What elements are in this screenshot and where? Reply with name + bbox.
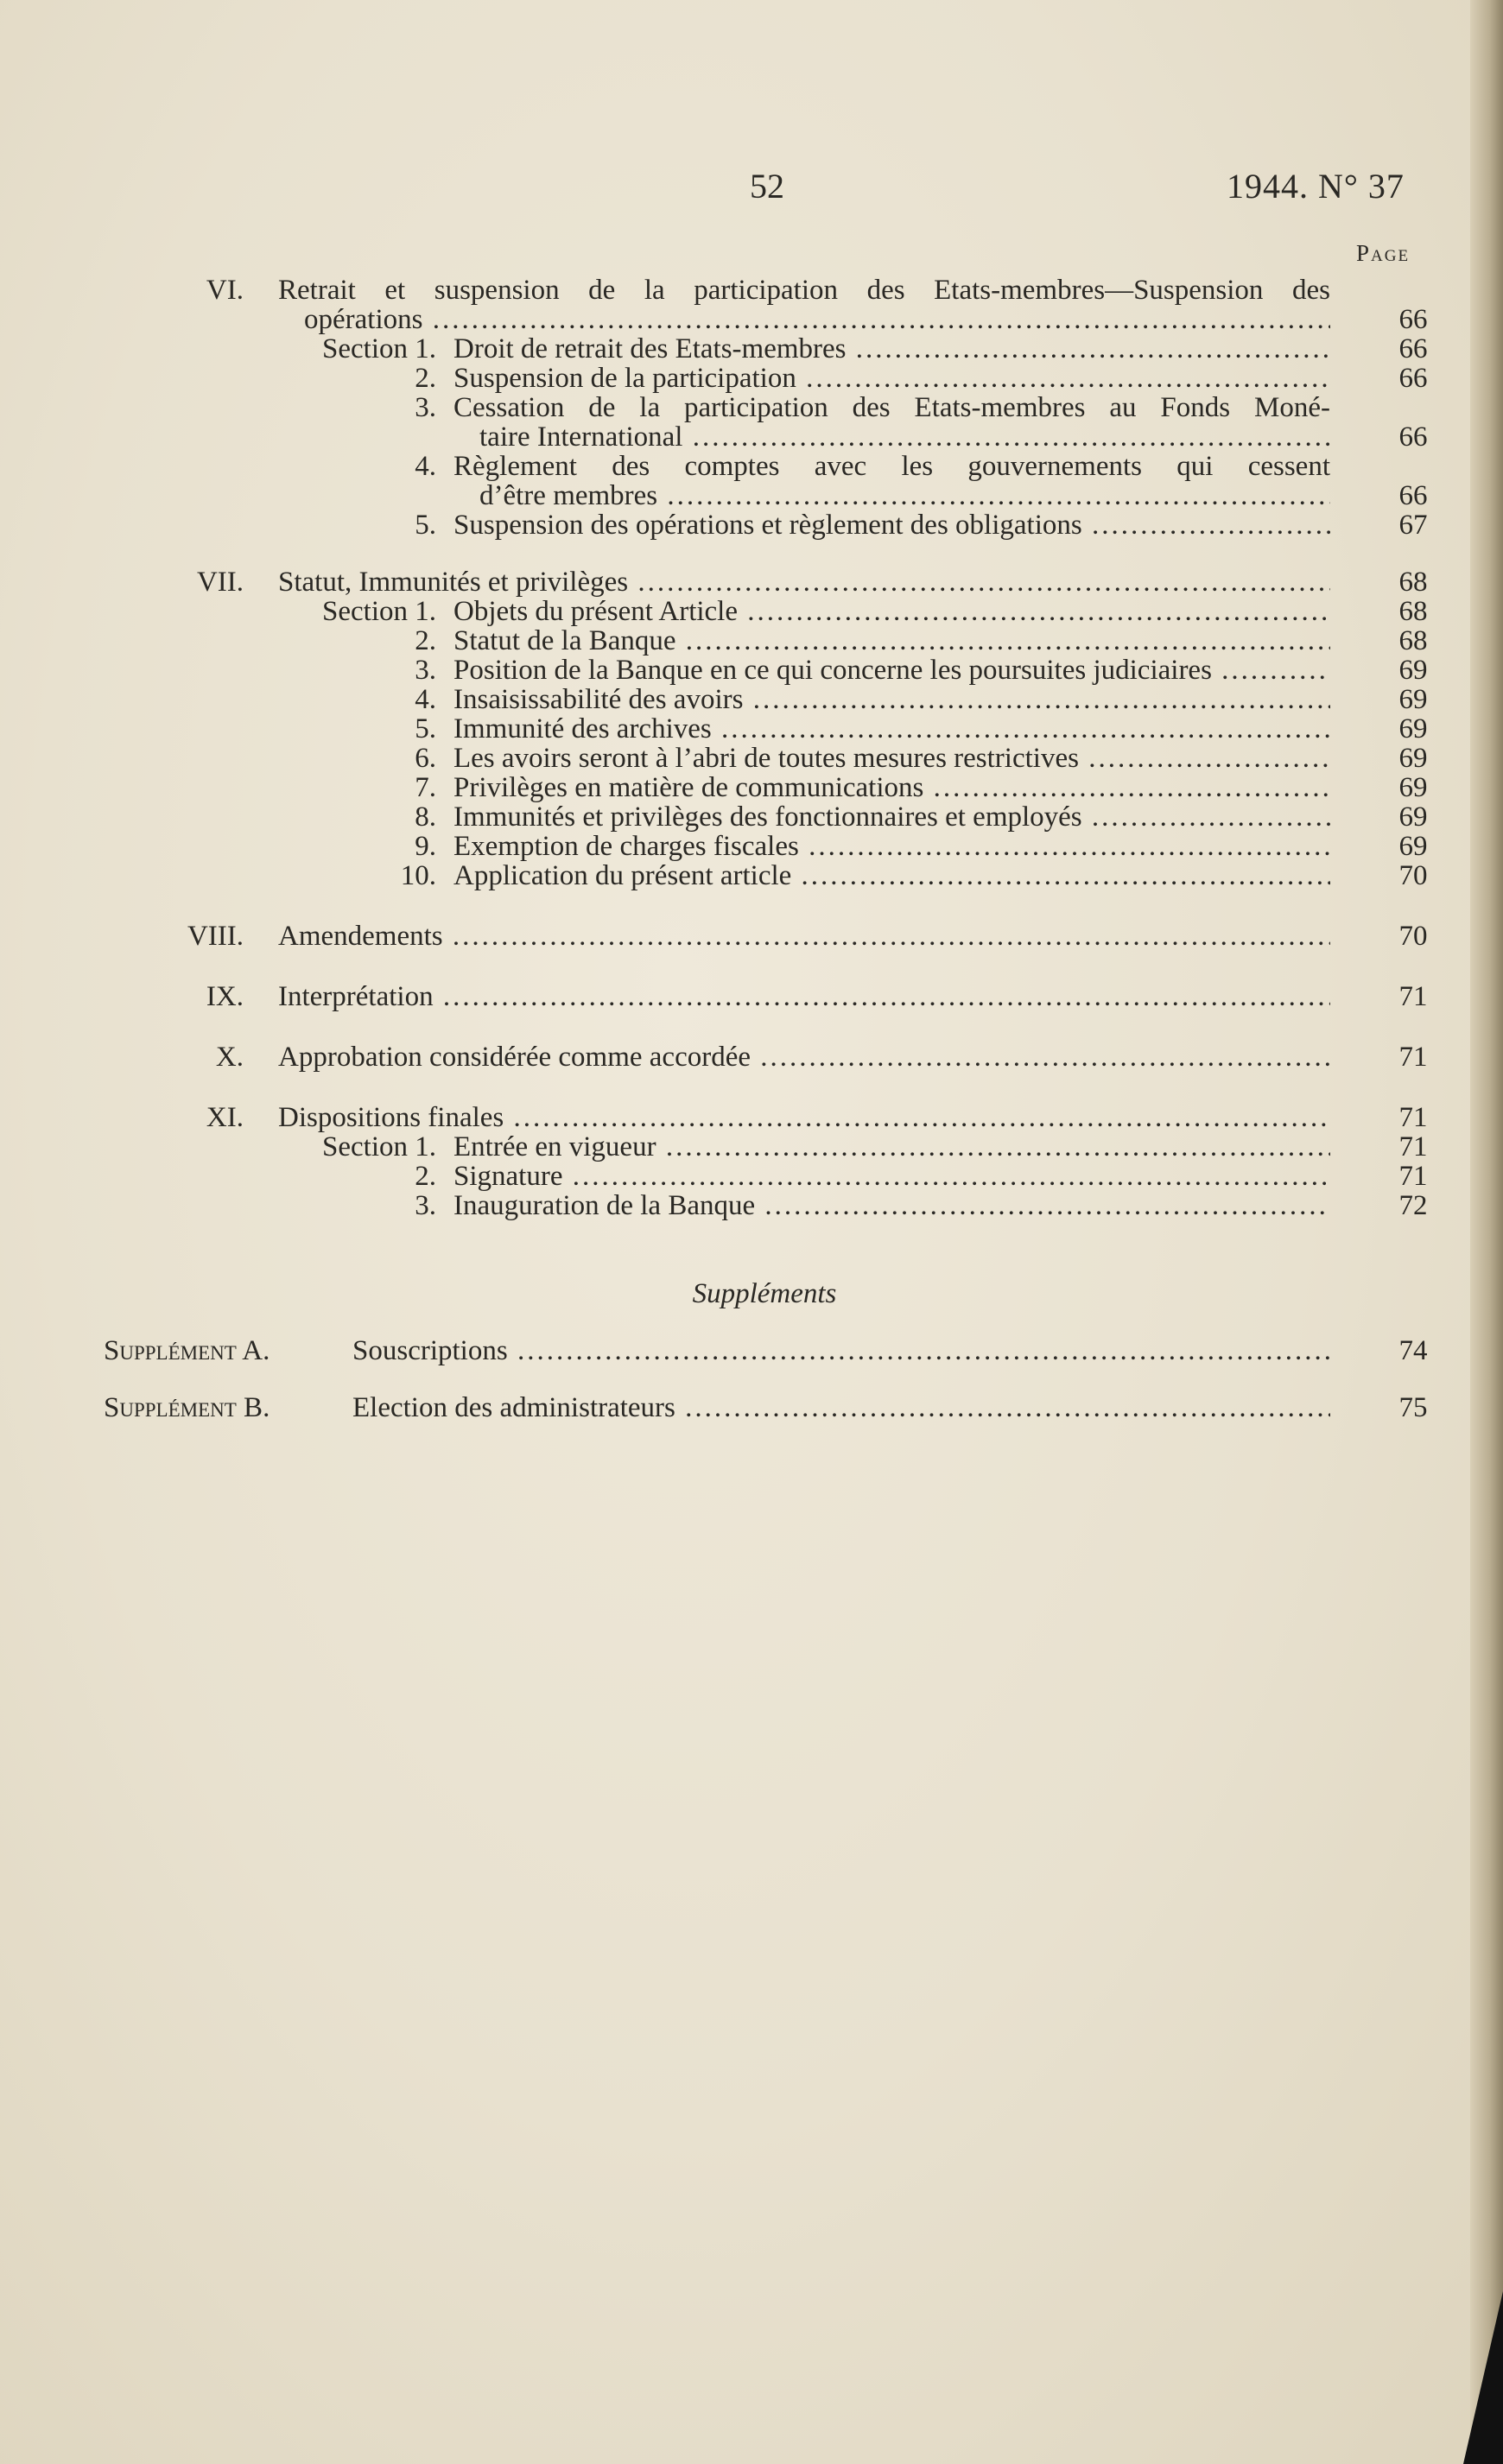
section-entry-page: 66 — [1398, 363, 1428, 394]
section-entry-label: 10. — [400, 860, 436, 891]
article-entry-label: VIII. — [187, 921, 244, 952]
section-entry-line — [0, 451, 1503, 480]
section-entry-page: 66 — [1398, 333, 1428, 364]
section-entry-line — [0, 480, 1503, 510]
section-entry-page: 69 — [1398, 713, 1428, 744]
section-entry-label: 2. — [415, 363, 436, 394]
article-entry-label: XI. — [206, 1102, 244, 1133]
section-entry-page: 69 — [1398, 743, 1428, 774]
article-entry-page: 68 — [1398, 567, 1428, 598]
section-entry-page: 70 — [1398, 860, 1428, 891]
article-entry-text: Amendements ..... — [278, 921, 1330, 953]
section-entry-page: 69 — [1398, 684, 1428, 715]
supplement-page: 74 — [1398, 1335, 1428, 1366]
article-entry-line — [0, 275, 1503, 304]
section-entry-page: 66 — [1398, 421, 1428, 453]
section-entry-line — [0, 363, 1503, 392]
section-entry-label: Section 1. — [322, 333, 436, 364]
section-entry-line — [0, 596, 1503, 625]
section-entry-page: 66 — [1398, 480, 1428, 511]
section-entry-text: Les avoirs seront à l’abri de toutes mesures restrictives ..... — [453, 743, 1330, 775]
article-entry-line — [0, 921, 1503, 950]
section-entry-line — [0, 801, 1503, 831]
article-entry-label: VI. — [206, 275, 244, 306]
article-entry-page: 70 — [1398, 921, 1428, 952]
article-entry-label: VII. — [196, 567, 244, 598]
supplement-text: Souscriptions ..... — [352, 1335, 1330, 1367]
section-entry-text: Inauguration de la Banque ..... — [453, 1190, 1330, 1222]
section-entry-text: Position de la Banque en ce qui concerne les poursuites judiciaires ..... — [453, 655, 1330, 687]
spacer — [0, 890, 1503, 921]
section-entry-line — [0, 860, 1503, 890]
spacer — [0, 1251, 1503, 1278]
section-entry-line — [0, 713, 1503, 743]
section-entry-text: Immunités et privilèges des fonctionnaires et employés ..... — [453, 801, 1330, 833]
article-entry-line — [0, 1042, 1503, 1071]
section-entry-label: 3. — [415, 655, 436, 686]
article-entry-line — [0, 981, 1503, 1010]
table-of-contents — [0, 275, 1503, 1422]
section-entry-text: Immunité des archives ..... — [453, 713, 1330, 745]
section-entry-text: d’être membres ..... — [479, 480, 1330, 512]
section-entry-page: 71 — [1398, 1161, 1428, 1192]
supplement-label: Supplément A. — [104, 1335, 270, 1366]
section-entry-line — [0, 625, 1503, 655]
section-entry-page: 69 — [1398, 831, 1428, 862]
article-entry-text: Interprétation ..... — [278, 981, 1330, 1013]
section-entry-label: 5. — [415, 713, 436, 744]
section-entry-line — [0, 684, 1503, 713]
section-entry-label: Section 1. — [322, 1131, 436, 1162]
article-entry-page: 71 — [1398, 981, 1428, 1012]
running-header — [0, 166, 1503, 209]
spacer — [0, 539, 1503, 567]
page-number: 52 — [750, 167, 784, 206]
section-entry-text: Droit de retrait des Etats-membres ..... — [453, 333, 1330, 365]
section-entry-text: Suspension des opérations et règlement des obligations ..... — [453, 510, 1330, 542]
article-entry-label: X. — [215, 1042, 244, 1073]
section-entry-label: 8. — [415, 801, 436, 833]
article-entry-text: Retrait et suspension de la participation des Etats-membres—Suspension des — [278, 275, 1330, 306]
section-entry-label: 4. — [415, 451, 436, 482]
section-entry-page: 68 — [1398, 625, 1428, 656]
section-entry-text: Objets du présent Article ..... — [453, 596, 1330, 628]
spacer — [0, 1365, 1503, 1392]
section-entry-text: Privilèges en matière de communications ..... — [453, 772, 1330, 804]
section-entry-line — [0, 1161, 1503, 1190]
section-entry-text: taire International ..... — [479, 421, 1330, 453]
section-entry-label: 2. — [415, 1161, 436, 1192]
article-entry-page: 71 — [1398, 1102, 1428, 1133]
article-entry-line — [0, 304, 1503, 333]
spacer — [0, 1071, 1503, 1102]
spacer — [0, 1308, 1503, 1335]
supplement-page: 75 — [1398, 1392, 1428, 1423]
section-entry-page: 71 — [1398, 1131, 1428, 1162]
section-entry-text: Cessation de la participation des Etats-membres au Fonds Moné- — [453, 392, 1330, 423]
supplements-heading: Suppléments — [692, 1278, 837, 1309]
section-entry-label: Section 1. — [322, 596, 436, 627]
section-entry-page: 67 — [1398, 510, 1428, 541]
section-entry-page: 69 — [1398, 801, 1428, 833]
section-entry-label: 6. — [415, 743, 436, 774]
supplement-label: Supplément B. — [104, 1392, 270, 1423]
article-entry-text: Approbation considérée comme accordée ..... — [278, 1042, 1330, 1074]
page-corner — [1463, 2291, 1503, 2464]
section-entry-line — [0, 333, 1503, 363]
article-entry-page: 71 — [1398, 1042, 1428, 1073]
section-entry-text: Application du présent article ..... — [453, 860, 1330, 892]
section-entry-line — [0, 831, 1503, 860]
article-entry-line — [0, 567, 1503, 596]
section-entry-label: 4. — [415, 684, 436, 715]
spacer — [0, 950, 1503, 981]
section-entry-text: Exemption de charges fiscales ..... — [453, 831, 1330, 863]
article-entry-text: Dispositions finales ..... — [278, 1102, 1330, 1134]
section-entry-page: 72 — [1398, 1190, 1428, 1221]
section-entry-label: 3. — [415, 392, 436, 423]
section-entry-line — [0, 772, 1503, 801]
section-entry-page: 69 — [1398, 772, 1428, 803]
section-entry-label: 2. — [415, 625, 436, 656]
section-entry-line — [0, 510, 1503, 539]
section-entry-line — [0, 655, 1503, 684]
section-entry-label: 3. — [415, 1190, 436, 1221]
article-entry-text: Statut, Immunités et privilèges ..... — [278, 567, 1330, 599]
article-entry-page: 66 — [1398, 304, 1428, 335]
supplement-entry — [0, 1335, 1503, 1365]
section-entry-line — [0, 1131, 1503, 1161]
section-entry-text: Règlement des comptes avec les gouvernements qui cessent — [453, 451, 1330, 482]
section-entry-label: 5. — [415, 510, 436, 541]
section-entry-page: 68 — [1398, 596, 1428, 627]
section-entry-line — [0, 743, 1503, 772]
section-entry-label: 7. — [415, 772, 436, 803]
section-entry-line — [0, 392, 1503, 421]
supplement-entry — [0, 1392, 1503, 1422]
section-entry-text: Signature ..... — [453, 1161, 1330, 1193]
section-entry-text: Statut de la Banque ..... — [453, 625, 1330, 657]
section-entry-label: 9. — [415, 831, 436, 862]
spacer — [0, 1010, 1503, 1042]
page-column-label: Page — [1356, 240, 1411, 266]
section-entry-line — [0, 1190, 1503, 1219]
section-entry-text: Insaisissabilité des avoirs ..... — [453, 684, 1330, 716]
section-entry-text: Suspension de la participation ..... — [453, 363, 1330, 395]
supplement-text: Election des administrateurs ..... — [352, 1392, 1330, 1424]
article-entry-text: opérations ..... — [304, 304, 1330, 336]
article-entry-label: IX. — [206, 981, 244, 1012]
article-entry-line — [0, 1102, 1503, 1131]
section-entry-page: 69 — [1398, 655, 1428, 686]
header-right: 1944. N° 37 — [1227, 167, 1405, 206]
section-entry-line — [0, 421, 1503, 451]
spacer — [0, 1219, 1503, 1251]
section-entry-text: Entrée en vigueur ..... — [453, 1131, 1330, 1163]
